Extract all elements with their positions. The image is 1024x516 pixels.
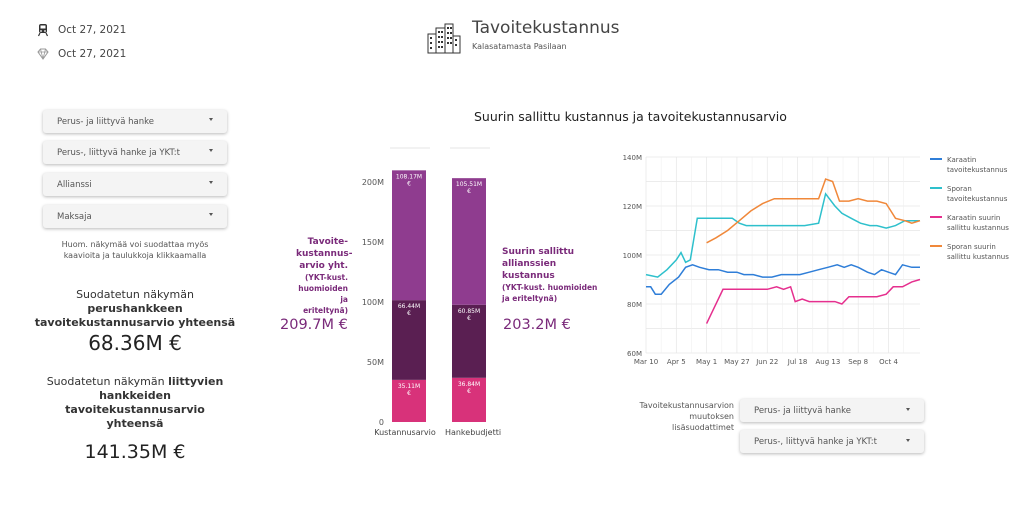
x-tick-label: Jul 18 bbox=[787, 358, 808, 366]
chevron-down-icon bbox=[906, 408, 910, 411]
date-2: Oct 27, 2021 bbox=[58, 48, 127, 60]
y-tick-label: 150M bbox=[361, 238, 384, 247]
filter-label: Perus-, liittyvä hanke ja YKT:t bbox=[57, 147, 180, 158]
kpi-liittyvat bbox=[30, 375, 240, 463]
legend-label: sallittu kustannus bbox=[947, 224, 1009, 232]
y-tick-label: 0 bbox=[378, 418, 384, 427]
x-tick-label: May 1 bbox=[696, 358, 718, 366]
y-tick-label: 120M bbox=[622, 203, 642, 211]
bar-value-label: 108.17M bbox=[395, 173, 423, 181]
bar-value-unit: € bbox=[467, 188, 471, 196]
y-tick-label: 60M bbox=[627, 350, 642, 358]
date-row-1 bbox=[36, 23, 126, 37]
bottom-filter-perus-ja-liittyva[interactable] bbox=[740, 399, 924, 422]
bar-value-unit: € bbox=[407, 180, 411, 188]
x-category-label: Hankebudjetti bbox=[444, 428, 502, 437]
kpi-label: Suodatetun näkymän liittyvien bbox=[46, 375, 224, 388]
bar-value-label: 66.44M bbox=[397, 303, 421, 311]
filter-label: Maksaja bbox=[57, 211, 92, 222]
x-tick-label: Mar 10 bbox=[633, 358, 659, 366]
filter-note: Huom. näkymää voi suodattaa myös kaavioita ja taulukkoja klikkaamalla bbox=[61, 240, 209, 260]
chevron-down-icon bbox=[209, 149, 213, 152]
bar-value-label: 60.85M bbox=[457, 307, 481, 315]
bar-value-label: 105.51M bbox=[455, 181, 483, 189]
legend-label: tavoitekustannus bbox=[947, 195, 1008, 203]
kpi-value: 68.36M € bbox=[88, 331, 182, 355]
bar-value-unit: € bbox=[467, 314, 471, 322]
series-line bbox=[707, 280, 920, 324]
legend-label: Sporan suurin bbox=[947, 243, 996, 251]
y-tick-label: 200M bbox=[361, 178, 384, 187]
bar-value-label: 35.11M bbox=[397, 382, 421, 390]
chevron-down-icon bbox=[209, 181, 213, 184]
chevron-down-icon bbox=[906, 439, 910, 442]
filter-label: Perus- ja liittyvä hanke bbox=[57, 116, 154, 127]
y-tick-label: 100M bbox=[622, 252, 642, 260]
chevron-down-icon bbox=[209, 118, 213, 121]
series-line bbox=[707, 179, 920, 243]
kpi-value: 141.35M € bbox=[84, 441, 186, 463]
kpi-label: Suodatetun näkymän bbox=[76, 288, 194, 301]
kpi-label: perushankkeen bbox=[87, 302, 183, 315]
legend-label: Karaatin bbox=[947, 156, 977, 164]
kpi-label: yhteensä bbox=[106, 417, 164, 430]
legend-label: Karaatin suurin bbox=[947, 214, 1001, 222]
date-1: Oct 27, 2021 bbox=[58, 24, 127, 36]
filter-label: Perus-, liittyvä hanke ja YKT:t bbox=[754, 436, 877, 447]
y-tick-label: 140M bbox=[622, 154, 642, 162]
legend-label: sallittu kustannus bbox=[947, 253, 1009, 261]
bar-value-unit: € bbox=[407, 389, 411, 397]
train-icon bbox=[36, 23, 50, 37]
filter-perus-liittyva-ykt[interactable] bbox=[43, 141, 227, 164]
line-chart bbox=[612, 148, 1022, 370]
y-tick-label: 50M bbox=[366, 358, 384, 367]
kpi-label: tavoitekustannusarvio yhteensä bbox=[34, 316, 236, 329]
date-row-2 bbox=[36, 47, 126, 61]
bar-segment bbox=[392, 170, 426, 300]
kpi-label: hankkeiden tavoitekustannusarvio bbox=[65, 389, 205, 416]
x-tick-label: Aug 13 bbox=[815, 358, 841, 366]
bar-total-suurin: 203.2M € bbox=[503, 317, 571, 333]
bar-value-unit: € bbox=[407, 310, 411, 318]
x-tick-label: May 27 bbox=[724, 358, 750, 366]
bar-segment bbox=[452, 178, 486, 305]
bar-label-tavoite: Tavoite- kustannus- arvio yht. (YKT-kust. huomioiden ja eriteltynä) bbox=[296, 237, 353, 315]
filter-perus-ja-liittyva[interactable] bbox=[43, 110, 227, 133]
page-subtitle: Kalasatamasta Pasilaan bbox=[472, 42, 567, 51]
kpi-perushanke bbox=[30, 288, 240, 354]
bar-label-suurin: Suurin sallittu allianssien kustannus (YKT-kust. huomioiden ja eriteltynä) bbox=[502, 247, 598, 303]
bar-value-unit: € bbox=[467, 387, 471, 395]
x-tick-label: Oct 4 bbox=[879, 358, 898, 366]
x-category-label: Kustannusarvio bbox=[374, 428, 436, 437]
filter-label: Allianssi bbox=[57, 179, 92, 190]
chevron-down-icon bbox=[209, 213, 213, 216]
legend-label: tavoitekustannus bbox=[947, 166, 1008, 174]
bar-total-tavoite: 209.7M € bbox=[280, 317, 348, 333]
city-buildings-icon bbox=[426, 22, 462, 54]
diamond-icon bbox=[36, 47, 50, 61]
page-title: Tavoitekustannus bbox=[472, 18, 620, 38]
x-tick-label: Jun 22 bbox=[756, 358, 779, 366]
section-title: Suurin sallittu kustannus ja tavoitekustannusarvio bbox=[474, 109, 787, 124]
bar-value-label: 36.84M bbox=[457, 380, 481, 388]
y-tick-label: 80M bbox=[627, 301, 642, 309]
y-tick-label: 100M bbox=[361, 298, 384, 307]
filter-label: Perus- ja liittyvä hanke bbox=[754, 405, 851, 416]
legend-label: Sporan bbox=[947, 185, 972, 193]
bottom-filter-perus-liittyva-ykt[interactable] bbox=[740, 430, 924, 453]
stacked-bar-chart bbox=[350, 140, 510, 440]
x-tick-label: Sep 8 bbox=[848, 358, 869, 366]
filter-maksaja[interactable] bbox=[43, 205, 227, 228]
filter-allianssi[interactable] bbox=[43, 173, 227, 196]
bottom-filter-note: Tavoitekustannusarvion muutoksen lisäsuodattimet bbox=[639, 401, 734, 432]
x-tick-label: Apr 5 bbox=[666, 358, 686, 366]
